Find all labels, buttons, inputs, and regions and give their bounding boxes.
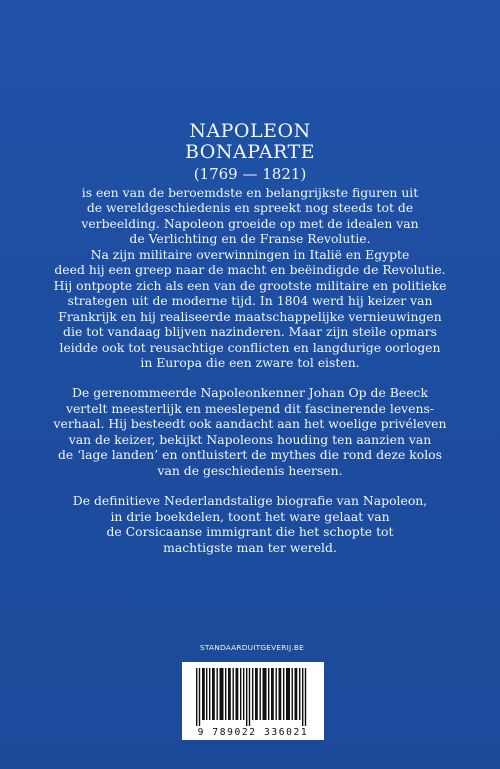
blurb xyxy=(0,185,500,570)
blurb-paragraph-3 xyxy=(0,493,500,555)
blurb-line: van de keizer, bekijkt Napoleons houding ten aanzien van xyxy=(68,431,432,447)
blurb-paragraph-2 xyxy=(0,385,500,478)
barcode-bars xyxy=(188,668,318,726)
blurb-line: machtigste man ter wereld. xyxy=(163,539,337,555)
blurb-line: Hij ontpopte zich als een van de grootste militaire en politieke xyxy=(53,277,447,293)
blurb-line: Na zijn militaire overwinningen in Italië en Egypte xyxy=(90,246,410,262)
blurb-line: de wereldgeschiedenis en spreekt nog steeds tot de xyxy=(86,200,414,216)
blurb-line: verhaal. Hij besteedt ook aandacht aan het woelige privéleven xyxy=(53,416,447,432)
life-dates: (1769 — 1821) xyxy=(193,165,307,183)
blurb-line: de ‘lage landen’ en ontluistert de mythes die rond deze kolos xyxy=(58,447,442,463)
blurb-line: leidde ook tot reusachtige conflicten en langdurige oorlogen xyxy=(59,339,441,355)
blurb-line: Frankrijk en hij realiseerde maatschappelijke vernieuwingen xyxy=(58,308,442,324)
blurb-line: van de geschiedenis heersen. xyxy=(157,462,343,478)
blurb-line: de Corsicaanse immigrant die het schopte tot xyxy=(106,524,394,540)
book-heading xyxy=(0,121,500,185)
title-line-1: NAPOLEON xyxy=(189,120,311,142)
title-line-2: BONAPARTE xyxy=(184,141,315,163)
blurb-line: De definitieve Nederlandstalige biografie van Napoleon, xyxy=(72,493,428,509)
isbn-barcode xyxy=(182,662,324,740)
blurb-line: is een van de beroemdste en belangrijkste figuren uit xyxy=(81,185,419,200)
blurb-paragraph-1 xyxy=(0,185,500,370)
isbn-number: 9 789022 336021 xyxy=(197,727,309,738)
blurb-line: verbeelding. Napoleon groeide op met de idealen van xyxy=(81,215,419,231)
blurb-line: die tot vandaag blijven nazinderen. Maar zijn steile opmars xyxy=(63,324,437,340)
blurb-line: in Europa die een zware tol eisten. xyxy=(140,354,360,370)
publisher-website: STANDAARDUITGEVERIJ.BE xyxy=(199,643,305,652)
blurb-line: vertelt meesterlijk en meeslepend dit fascinerende levens- xyxy=(65,400,435,416)
blurb-line: strategen uit de moderne tijd. In 1804 werd hij keizer van xyxy=(67,293,433,309)
blurb-line: De gerenommeerde Napoleonkenner Johan Op de Beeck xyxy=(72,385,428,401)
blurb-line: deed hij een greep naar de macht en beëindigde de Revolutie. xyxy=(54,262,446,278)
blurb-line: de Verlichting en de Franse Revolutie. xyxy=(129,231,371,247)
blurb-line: in drie boekdelen, toont het ware gelaat van xyxy=(110,508,390,524)
